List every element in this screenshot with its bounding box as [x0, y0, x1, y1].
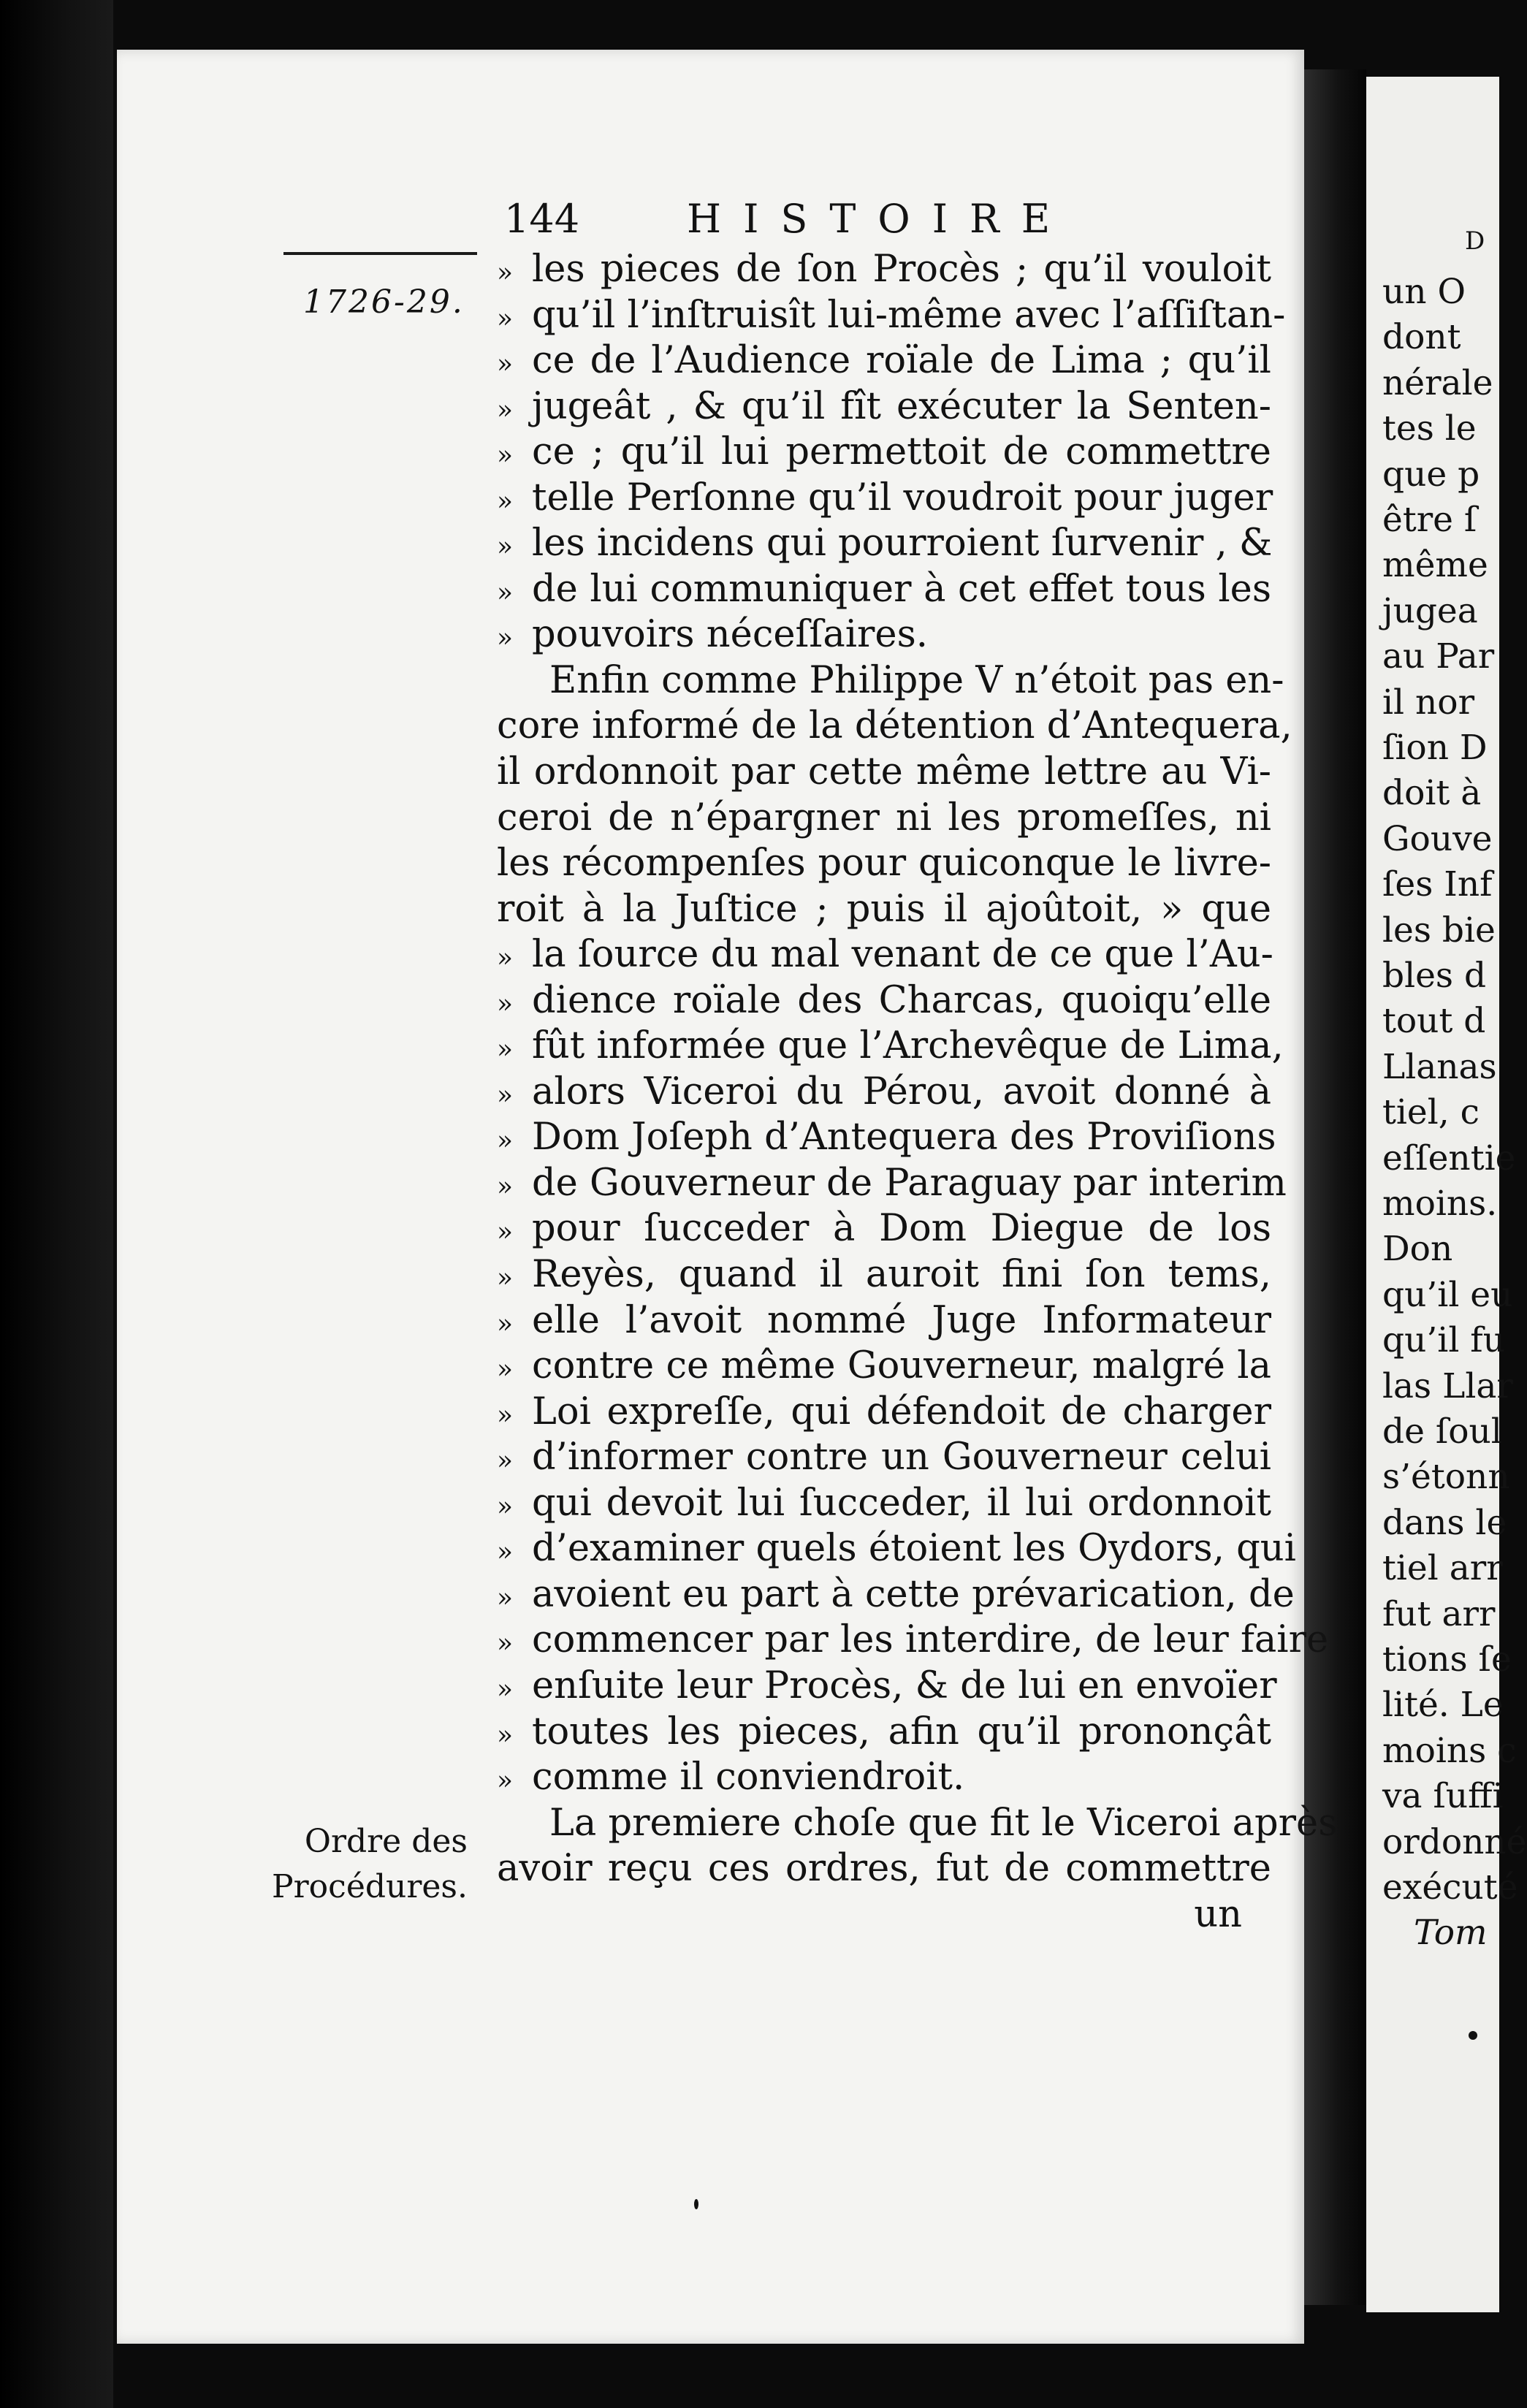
- facing-page-line: il nor: [1382, 682, 1475, 723]
- line-text: alors Viceroi du Pérou, avoit donné à: [532, 1070, 1271, 1113]
- facing-page-line: Tom: [1414, 1913, 1488, 1954]
- text-line: [497, 1252, 1271, 1298]
- body-text: [497, 247, 1338, 1938]
- quote-mark: »: [497, 1766, 514, 1797]
- facing-page-line: lité. Le: [1382, 1685, 1504, 1726]
- facing-page-line: être ſ: [1382, 500, 1477, 540]
- text-line: [497, 247, 1271, 293]
- text-line: [497, 887, 1271, 933]
- line-text: ce ; qu’il lui permettoit de commettre: [532, 430, 1271, 474]
- facing-page-line: dans le: [1382, 1502, 1507, 1543]
- quote-mark: »: [497, 943, 514, 974]
- line-text: d’examiner quels étoient les Oydors, qui: [532, 1527, 1296, 1571]
- line-text: contre ce même Gouverneur, malgré la: [532, 1344, 1271, 1388]
- left-book-edge: [0, 0, 113, 2408]
- line-text: de lui communiquer à cet effet tous les: [532, 567, 1271, 611]
- text-line: [497, 1526, 1296, 1572]
- line-text: comme il conviendroit.: [532, 1756, 965, 1799]
- line-text: commencer par les interdire, de leur faire: [532, 1618, 1329, 1662]
- text-line: [497, 796, 1271, 842]
- line-text: La premiere choſe que fit le Viceroi après: [549, 1801, 1338, 1845]
- facing-page-line: tout d: [1382, 1001, 1486, 1042]
- line-text: de Gouverneur de Paraguay par interim: [532, 1161, 1287, 1205]
- facing-page-line: ſion D: [1382, 728, 1488, 768]
- quote-mark: »: [497, 1035, 514, 1065]
- facing-page-line: D: [1465, 226, 1485, 256]
- text-line: [497, 521, 1271, 567]
- line-text: core informé de la détention d’Antequera,: [497, 704, 1292, 748]
- text-line: [497, 1024, 1284, 1070]
- line-text: les incidens qui pourroient ſurvenir , &: [532, 522, 1273, 565]
- book-gutter: [1304, 69, 1366, 2305]
- text-line: [497, 1618, 1329, 1664]
- quote-mark: »: [497, 486, 514, 517]
- line-text: qui devoit lui ſucceder, il lui ordonnoit: [532, 1481, 1271, 1525]
- quote-mark: »: [497, 577, 514, 608]
- text-line: [497, 1710, 1271, 1756]
- quote-mark: »: [497, 1263, 514, 1294]
- quote-mark: »: [497, 1674, 514, 1704]
- line-text: Dom Joſeph d’Antequera des Proviſions: [532, 1116, 1276, 1159]
- quote-mark: »: [497, 1126, 514, 1157]
- text-line: [497, 750, 1271, 796]
- line-text: fût informée que l’Archevêque de Lima,: [532, 1024, 1284, 1068]
- quote-mark: »: [497, 1400, 514, 1430]
- quote-mark: »: [497, 258, 514, 288]
- quote-mark: »: [497, 395, 514, 425]
- quote-mark: »: [497, 441, 514, 471]
- quote-mark: »: [497, 623, 514, 654]
- text-line: [497, 384, 1271, 430]
- text-line: [497, 841, 1271, 887]
- line-text: ce de l’Audience roïale de Lima ; qu’il: [532, 339, 1271, 383]
- facing-page-line: qu’il fu: [1382, 1320, 1505, 1361]
- line-text: Enfin comme Philippe V n’étoit pas en-: [549, 658, 1284, 702]
- text-line: [497, 1846, 1271, 1892]
- facing-page-line: que p: [1382, 454, 1480, 495]
- quote-mark: »: [497, 1171, 514, 1202]
- line-text: Reyès, quand il auroit fini ſon tems,: [532, 1253, 1271, 1297]
- text-line: [497, 978, 1271, 1024]
- facing-page-line: eſſentie: [1382, 1138, 1516, 1178]
- line-text: avoient eu part à cette prévarication, de: [532, 1572, 1295, 1616]
- text-line: [497, 1755, 1271, 1801]
- line-text: pouvoirs néceſſaires.: [532, 613, 928, 657]
- line-text: la ſource du mal venant de ce que l’Au-: [532, 933, 1273, 977]
- margin-note-line: Procédures.: [272, 1868, 468, 1905]
- text-line: [497, 1481, 1271, 1527]
- margin-rule: [283, 252, 477, 255]
- facing-page-line: jugea: [1382, 590, 1478, 631]
- facing-page-line: les bie: [1382, 910, 1496, 950]
- line-text: telle Perſonne qu’il voudroit pour juger: [532, 476, 1273, 519]
- quote-mark: »: [497, 1491, 514, 1522]
- facing-page-line: va ſuffi: [1382, 1776, 1504, 1817]
- quote-mark: »: [497, 1080, 514, 1110]
- text-line: [497, 932, 1271, 978]
- ink-speck: [694, 2199, 698, 2209]
- text-line: [497, 1070, 1271, 1116]
- text-line: [497, 338, 1271, 384]
- facing-page-line: s’étonn: [1382, 1457, 1510, 1498]
- line-text: dience roïale des Charcas, quoiqu’elle: [532, 978, 1271, 1022]
- facing-page-line: exécuté: [1382, 1867, 1518, 1908]
- text-line: [497, 1298, 1271, 1344]
- facing-page-line: las Llar: [1382, 1365, 1513, 1406]
- quote-mark: »: [497, 1354, 514, 1385]
- facing-page-line: dont: [1382, 317, 1461, 358]
- quote-mark: »: [497, 1582, 514, 1613]
- facing-page-line: Llanas: [1382, 1046, 1497, 1087]
- facing-page-line: tes le: [1382, 408, 1477, 449]
- facing-page-line: tions ſe: [1382, 1639, 1512, 1680]
- line-text: qu’il l’inſtruisît lui-même avec l’aſſiſtan-: [532, 293, 1286, 337]
- text-line: [497, 704, 1292, 750]
- facing-page-line: moins.: [1382, 1184, 1498, 1224]
- line-text: il ordonnoit par cette même lettre au Vi-: [497, 750, 1271, 794]
- line-text: elle l’avoit nommé Juge Informateur: [532, 1298, 1271, 1342]
- running-title: HISTOIRE: [687, 196, 1073, 242]
- facing-page-fragment: [1366, 77, 1527, 2312]
- facing-page-line: Gouve: [1382, 818, 1493, 859]
- margin-date: 1726-29.: [303, 283, 465, 321]
- facing-page-line: Don: [1382, 1229, 1453, 1270]
- facing-page-line: tiel arr: [1382, 1548, 1503, 1589]
- text-line: [497, 293, 1286, 339]
- text-line: [497, 1664, 1277, 1710]
- facing-page-line: au Par: [1382, 636, 1495, 677]
- line-text: d’informer contre un Gouverneur celui: [532, 1436, 1271, 1479]
- line-text: roit à la Juſtice ; puis il ajoûtoit, » que: [497, 887, 1271, 931]
- quote-mark: »: [497, 1446, 514, 1477]
- ink-speck: [1469, 2031, 1477, 2040]
- quote-mark: »: [497, 1537, 514, 1568]
- facing-page-line: un O: [1382, 272, 1466, 312]
- facing-page-line: qu’il eu: [1382, 1274, 1513, 1315]
- facing-page-line: moins c: [1382, 1730, 1517, 1771]
- text-line: [497, 1344, 1271, 1390]
- margin-note-line: Ordre des: [304, 1823, 468, 1860]
- text-line: [497, 430, 1271, 476]
- text-line: [497, 658, 1284, 704]
- quote-mark: »: [497, 349, 514, 380]
- line-text: avoir reçu ces ordres, fut de commettre: [497, 1847, 1271, 1891]
- facing-page-line: même: [1382, 545, 1488, 586]
- quote-mark: »: [497, 303, 514, 334]
- quote-mark: »: [497, 988, 514, 1019]
- facing-page-line: nérale: [1382, 362, 1493, 403]
- text-line: [497, 476, 1271, 522]
- line-text: enſuite leur Procès, & de lui en envoïer: [532, 1664, 1277, 1707]
- facing-page-line: doit à: [1382, 773, 1482, 814]
- line-text: les pieces de ſon Procès ; qu’il vouloit: [532, 248, 1271, 291]
- running-head: [504, 196, 1072, 242]
- page-number: 144: [504, 196, 580, 242]
- line-text: jugeât , & qu’il fît exécuter la Senten-: [532, 384, 1271, 428]
- quote-mark: »: [497, 1720, 514, 1750]
- line-text: les récompenſes pour quiconque le livre-: [497, 842, 1271, 885]
- quote-mark: »: [497, 532, 514, 563]
- facing-page-line: ordonné: [1382, 1821, 1527, 1862]
- text-line: [497, 1390, 1271, 1436]
- line-text: pour ſucceder à Dom Diegue de los: [532, 1207, 1271, 1251]
- text-line: [497, 1801, 1338, 1847]
- quote-mark: »: [497, 1308, 514, 1339]
- text-line: [497, 1572, 1295, 1618]
- text-line: [497, 567, 1271, 613]
- text-line: [497, 1435, 1271, 1481]
- facing-page-line: fut arr: [1382, 1593, 1496, 1634]
- catchword: un: [1194, 1892, 1242, 1936]
- facing-page-line: ſes Inf: [1382, 864, 1493, 905]
- quote-mark: »: [497, 1628, 514, 1659]
- text-line: [497, 612, 1271, 658]
- margin-note: [219, 1819, 468, 1910]
- text-line: [497, 1206, 1271, 1252]
- facing-page-line: tiel, c: [1382, 1092, 1480, 1133]
- text-line: [497, 1161, 1287, 1207]
- quote-mark: »: [497, 1217, 514, 1248]
- line-text: toutes les pieces, afin qu’il prononçât: [532, 1710, 1271, 1753]
- facing-page-line: bles d: [1382, 956, 1487, 996]
- facing-page-line: de ſoul: [1382, 1411, 1502, 1452]
- text-line: [497, 1115, 1276, 1161]
- line-text: ceroi de n’épargner ni les promeſſes, ni: [497, 796, 1271, 839]
- line-text: Loi expreſſe, qui défendoit de charger: [532, 1390, 1271, 1433]
